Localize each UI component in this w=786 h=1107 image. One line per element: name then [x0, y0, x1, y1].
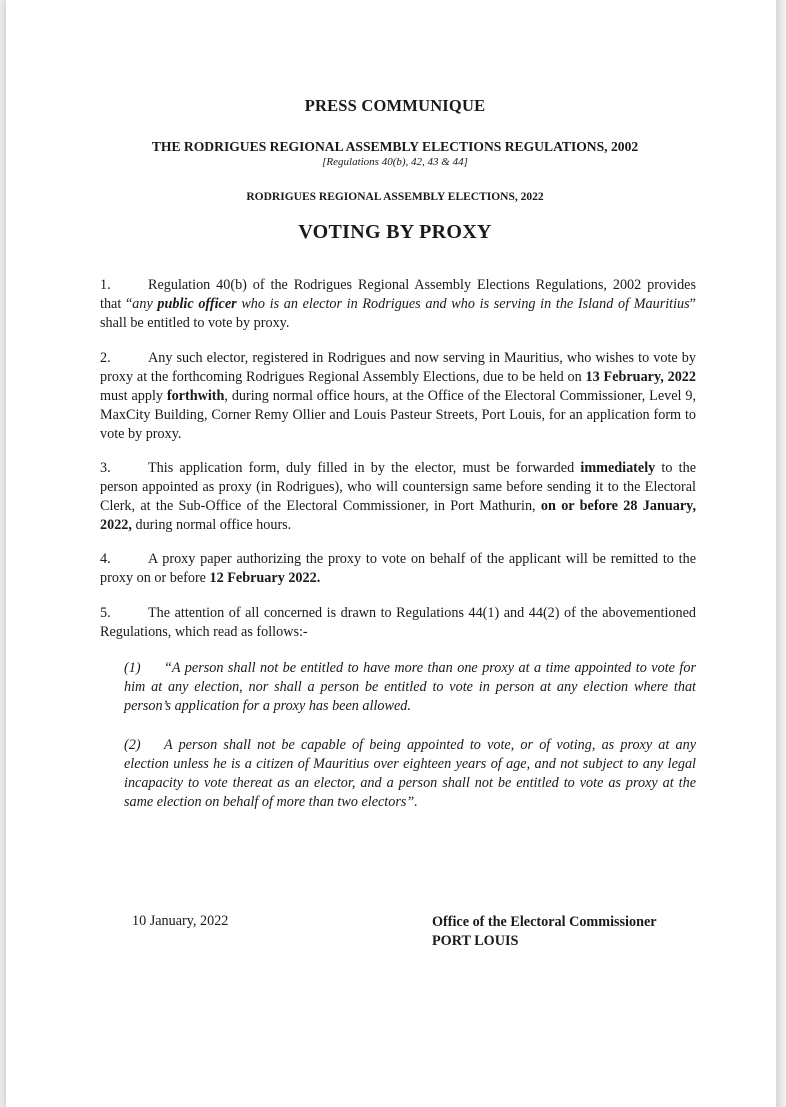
office-location: PORT LOUIS [432, 933, 519, 949]
paragraph-1: 1. Regulation 40(b) of the Rodrigues Regional Assembly Elections Regulations, 2002 provides that “any public officer who is an elector in Rodrigues and who is serving in the Island of Mauritius” shall be entitled to vote by proxy. [100, 277, 696, 331]
page-edge [776, 0, 786, 1107]
paragraph-number: 5. [100, 605, 111, 621]
signature-block [432, 913, 657, 951]
quote-regulation-44-2: (2) A person shall not be capable of being appointed to vote, or of voting, as proxy at any election unless he is a citizen of Mauritius over eighteen years of age, and not subject to any legal incapacity to vote thereat as an elector, and a person shall not be entitled to vote as proxy at the same election on behalf of more than two electors”. [124, 737, 696, 810]
paragraph-number: 1. [100, 277, 111, 293]
quote-number: (1) [124, 660, 141, 676]
regulation-reference: [Regulations 40(b), 42, 43 & 44] [322, 156, 468, 168]
election-title: RODRIGUES REGIONAL ASSEMBLY ELECTIONS, 2022 [246, 191, 544, 203]
press-communique-title: PRESS COMMUNIQUE [304, 96, 486, 115]
communique-date: 10 January, 2022 [132, 913, 229, 929]
document-page [6, 0, 776, 1107]
paragraph-5: 5. The attention of all concerned is drawn to Regulations 44(1) and 44(2) of the abovementioned Regulations, which read as follows:- [100, 605, 696, 640]
paragraph-number: 4. [100, 551, 111, 567]
paragraph-3: 3. This application form, duly filled in by the elector, must be forwarded immediately to the person appointed as proxy (in Rodrigues), who will countersign same before sending it to the Electoral Clerk, at the Sub-Office of the Electoral Commissioner, in Port Mathurin, on or before 28 January, 2022, during normal office hours. [100, 460, 697, 533]
paragraph-number: 3. [100, 460, 111, 476]
quote-number: (2) [124, 737, 141, 753]
voting-by-proxy-heading: VOTING BY PROXY [298, 221, 492, 243]
office-name: Office of the Electoral Commissioner [432, 914, 657, 930]
quote-regulation-44-1: (1) “A person shall not be entitled to have more than one proxy at a time appointed to vote for him at any election, nor shall a person be entitled to vote in person at any election where that person’s application for a proxy has been allowed. [124, 660, 696, 714]
paragraph-number: 2. [100, 350, 111, 366]
regulation-title: THE RODRIGUES REGIONAL ASSEMBLY ELECTIONS REGULATIONS, 2002 [151, 139, 639, 154]
paragraph-4: 4. A proxy paper authorizing the proxy to vote on behalf of the applicant will be remitted to the proxy on or before 12 February 2022. [100, 551, 696, 586]
paragraph-2: 2. Any such elector, registered in Rodrigues and now serving in Mauritius, who wishes to vote by proxy at the forthcoming Rodrigues Regional Assembly Elections, due to be held on 13 February, 2022 must apply forthwith, during normal office hours, at the Office of the Electoral Commissioner, Level 9, MaxCity Building, Corner Remy Ollier and Louis Pasteur Streets, Port Louis, for an application form to vote by proxy. [100, 350, 696, 442]
